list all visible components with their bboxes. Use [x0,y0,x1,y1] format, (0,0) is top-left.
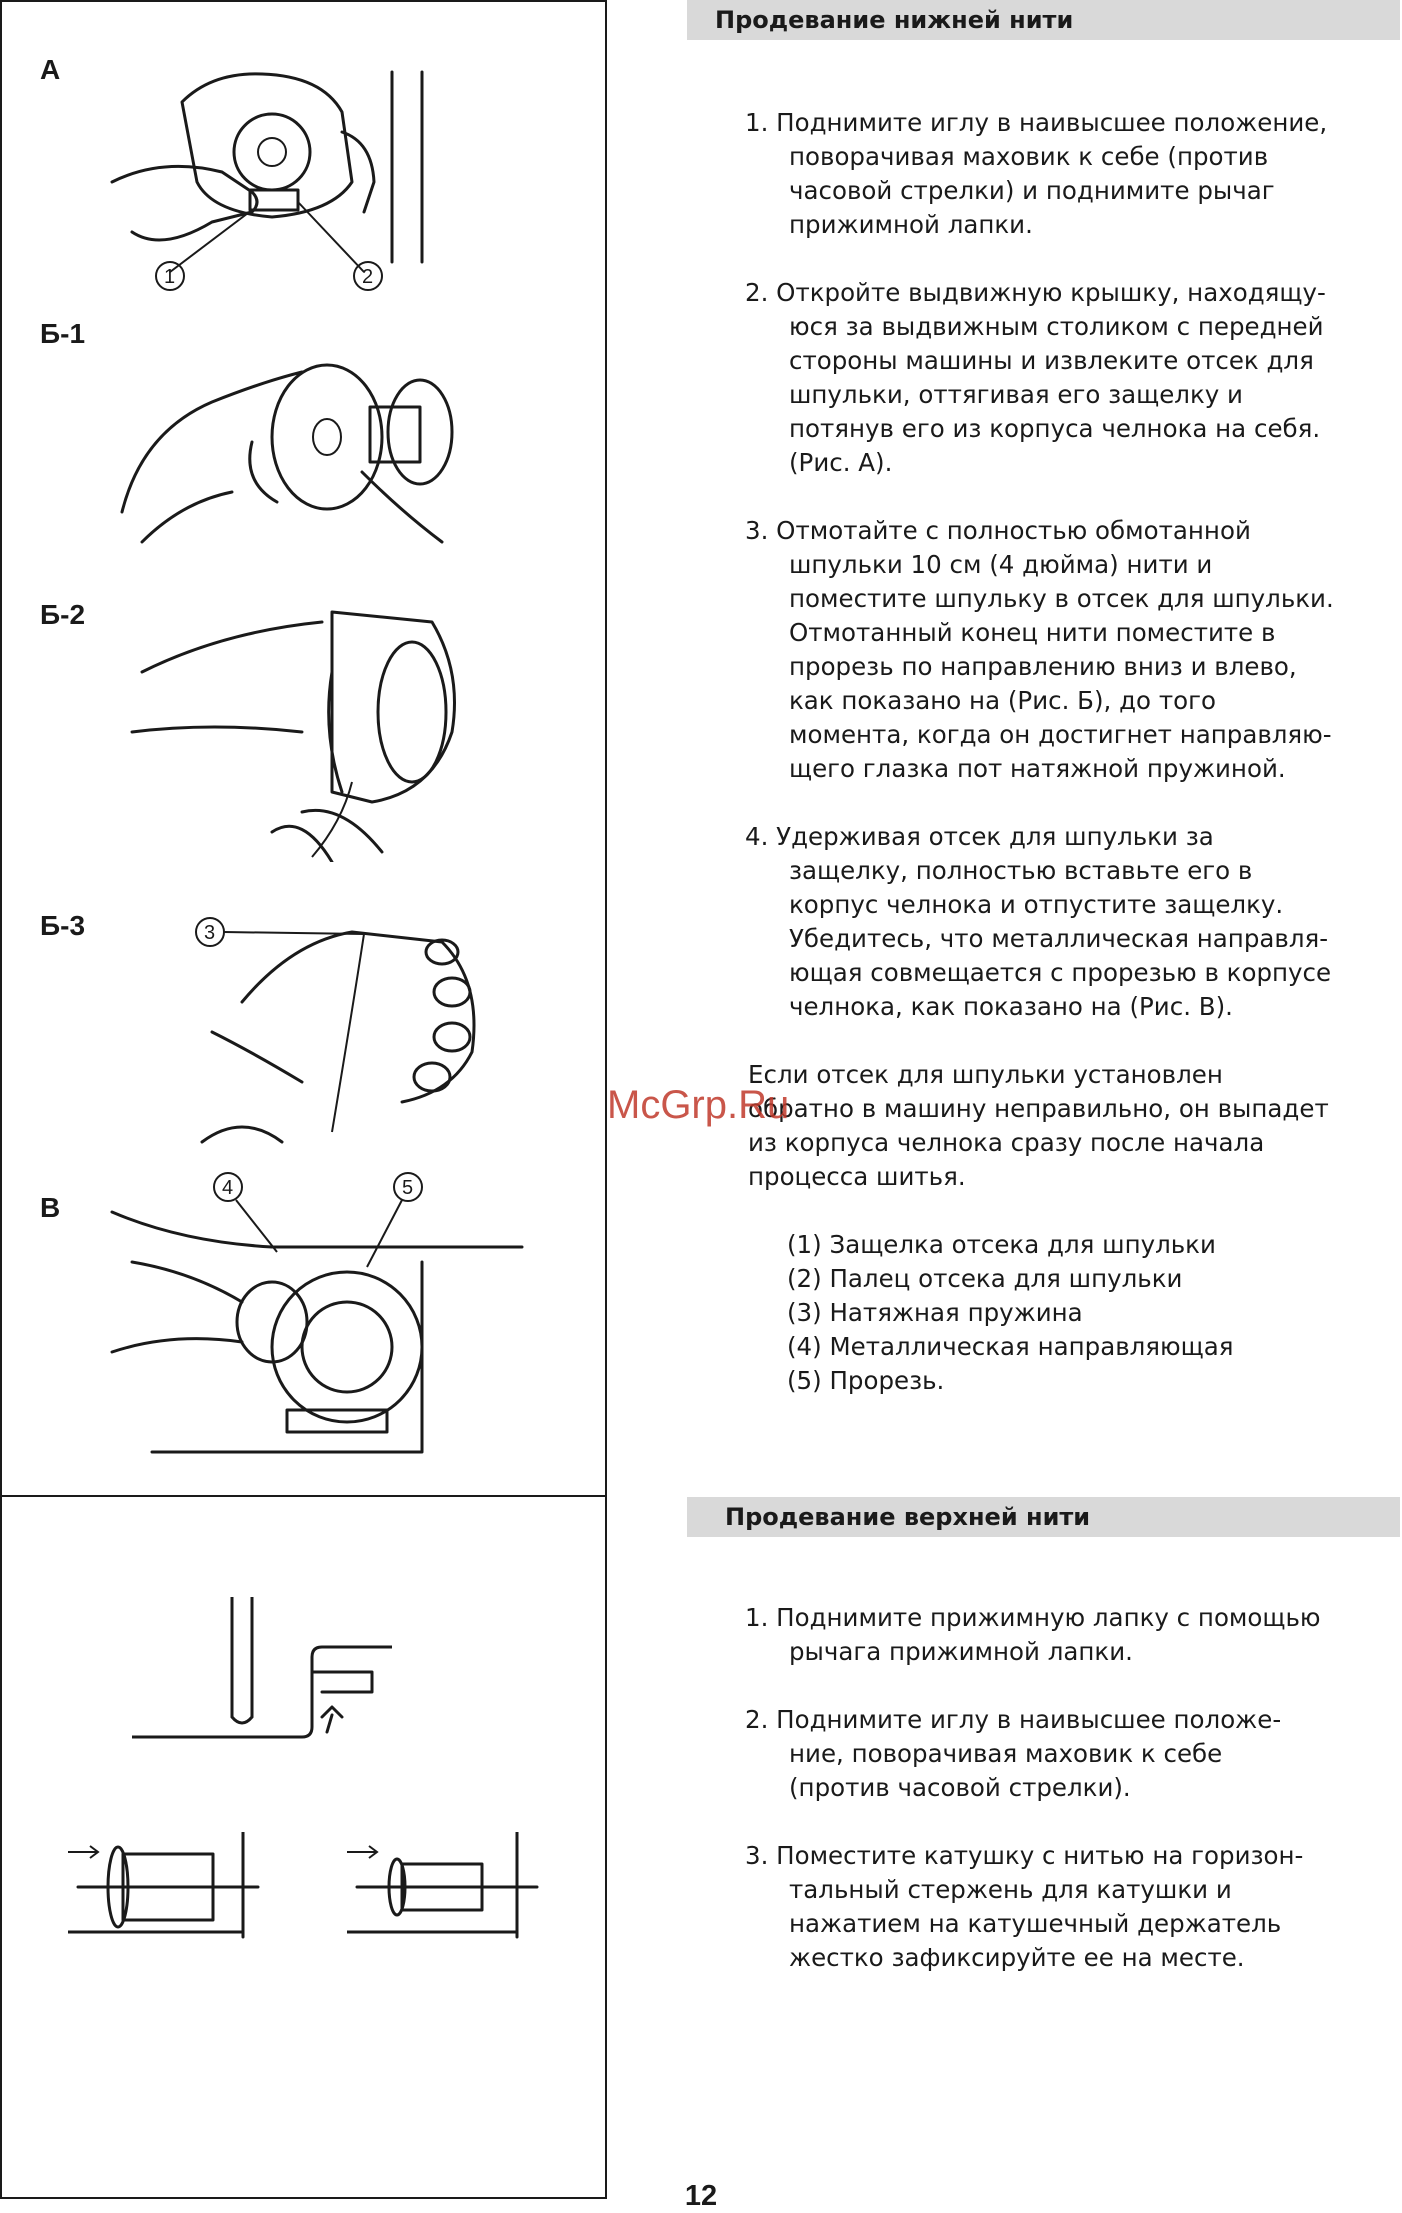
watermark: McGrp.Ru [607,1083,790,1127]
figure-b1-bobbin-insert [102,312,462,562]
upper-step-3: 3. Поместите катушку с нитью на горизон- тальный стержень для катушки и нажатием на катушечный держатель жестко зафиксируйте ее на месте. [745,1841,1304,1972]
figure-label-b3: Б-3 [40,910,86,941]
callout-1: 1 [164,266,176,288]
upper-thread-steps [745,1601,1400,2009]
figure-b2-thread-slot [102,582,462,862]
callout-3: 3 [204,922,216,944]
figure-label-b1: Б-1 [40,318,86,349]
figure-label-a: А [40,54,61,85]
figure-spool-on-pin-small [347,1832,547,1942]
lower-step-4: 4. Удерживая отсек для шпульки за защелку, полностью вставьте его в корпус челнока и отпустите защелку. Убедитесь, что металлическая направля- ющая совмещается с прорезью в корпусе челнока, как показано на (Рис. В). [745,822,1332,1021]
upper-step-2: 2. Поднимите иглу в наивысшее положе- ние, поворачивая маховик к себе (против часовой стрелки). [745,1705,1282,1802]
upper-step-1: 1. Поднимите прижимную лапку с помощью рычага прижимной лапки. [745,1603,1321,1666]
page-number: 12 [684,2180,718,2212]
callout-4: 4 [222,1177,234,1199]
legend-item-1: (1) Защелка отсека для шпульки [787,1230,1216,1259]
lower-thread-note: Если отсек для шпульки установлен обратно в машину неправильно, он выпадет из корпуса челнока сразу после начала процесса шитья. [748,1060,1329,1191]
lower-thread-steps [745,106,1400,1058]
figures-frame-lower-thread [0,0,607,1497]
callout-legend [787,1228,1387,1398]
figure-presser-foot-lift [132,1597,392,1747]
section-heading-upper-thread: Продевание верхней нити [687,1497,1400,1537]
figure-b3-tension-spring [102,872,482,1152]
figure-v-installed-bobbin-case [102,1152,542,1472]
figure-label-v: В [40,1192,61,1223]
lower-step-2: 2. Откройте выдвижную крышку, находящу- юся за выдвижным столиком с передней стороны машины и извлеките отсек для шпульки, оттягивая его защелку и потянув его из корпуса челнока на себя. (Рис. А). [745,278,1326,477]
figure-spool-on-pin-large [68,1832,268,1942]
lower-step-3: 3. Отмотайте с полностью обмотанной шпульки 10 см (4 дюйма) нити и поместите шпульку в отсек для шпульки. Отмотанный конец нити поместите в прорезь по направлению вниз и влево, как показано на (Рис. Б), до того момента, когда он достигнет направляю- щего глазка пот натяжной пружиной. [745,516,1334,783]
legend-item-5: (5) Прорезь. [787,1366,945,1395]
figures-frame-upper-thread [0,1495,607,2199]
legend-item-4: (4) Металлическая направляющая [787,1332,1234,1361]
legend-item-2: (2) Палец отсека для шпульки [787,1264,1183,1293]
section-heading-lower-thread: Продевание нижней нити [687,0,1400,40]
lower-step-1: 1. Поднимите иглу в наивысшее положение, поворачивая маховик к себе (против часовой стрелки) и поднимите рычаг прижимной лапки. [745,108,1328,239]
legend-item-3: (3) Натяжная пружина [787,1298,1083,1327]
callout-5: 5 [402,1177,414,1199]
figure-label-b2: Б-2 [40,599,86,630]
figure-a-bobbin-case-removal [102,62,442,302]
callout-2: 2 [362,266,374,288]
